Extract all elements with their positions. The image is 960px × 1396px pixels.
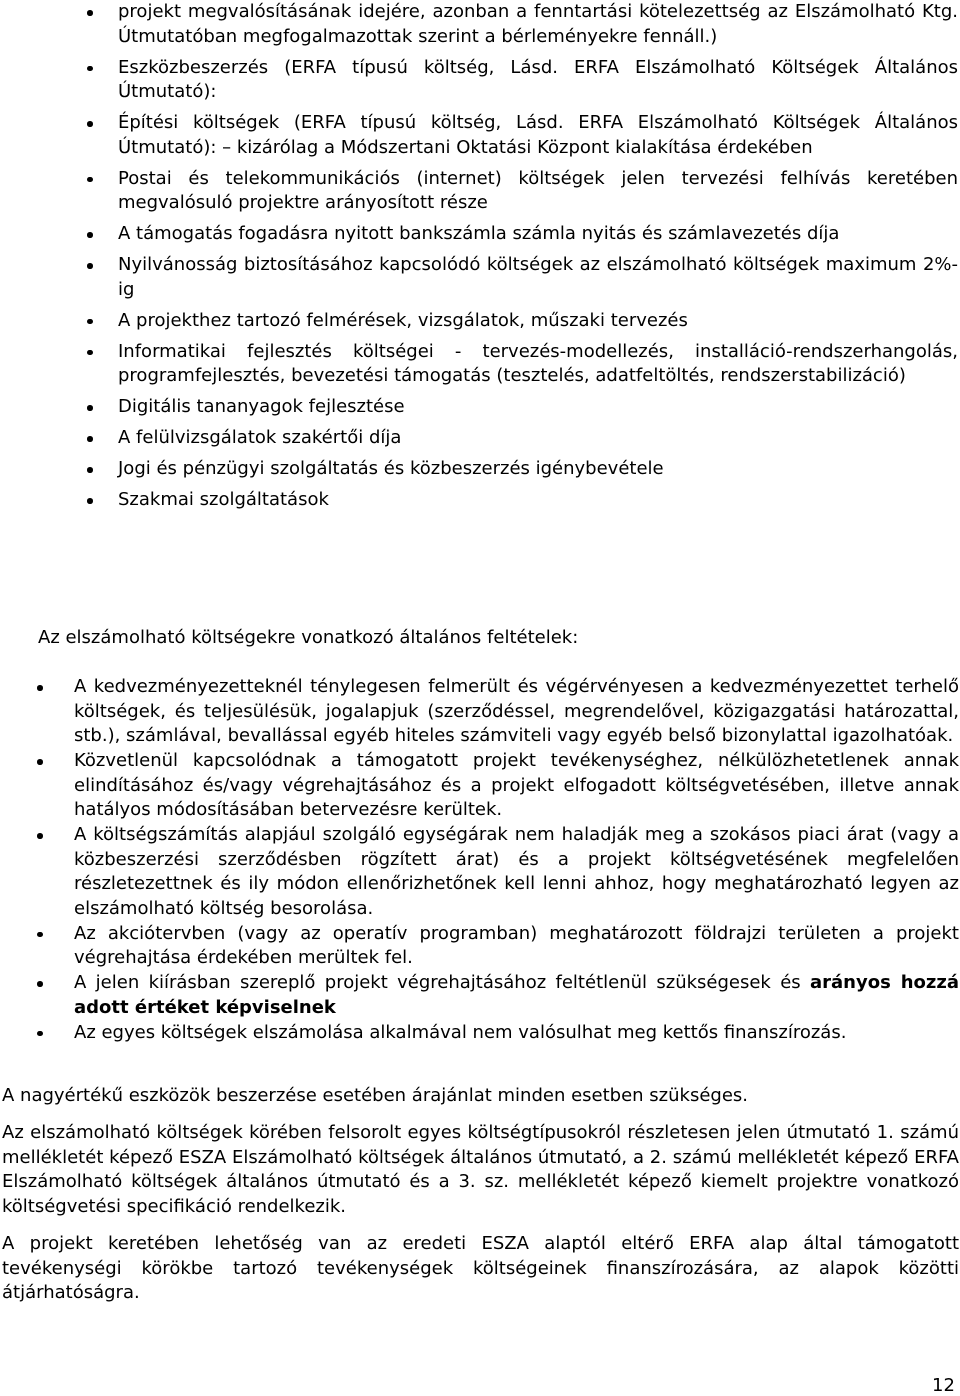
list-item: Eszközbeszerzés (ERFA típusú költség, Lásd. ERFA Elszámolható Költségek Általános Útmutató): [118, 56, 958, 105]
list-item: Informatikai fejlesztés költségei - tervezés-modellezés, installáció-rendszerhangolás, programfejlesztés, bevezetési támogatás (tesztelés, adatfeltöltés, rendszerstabilizáció) [118, 340, 958, 389]
paragraph-quotes: A nagyértékű eszközök beszerzése esetében árajánlat minden esetben szükséges. [2, 1085, 749, 1106]
list-item: Nyilvánosság biztosításához kapcsolódó költségek az elszámolható költségek maximum 2%-ig [118, 253, 958, 302]
list-item-text: Közvetlenül kapcsolódnak a támogatott projekt tevékenységhez, nélkülözhetetlenek annak elindításához és/vagy végrehajtásához és a projekt elfogadott költségvetésében, illetve annak hatályos módosításában betervezésre kerültek. [74, 750, 959, 820]
list-item-text: Az akciótervben (vagy az operatív programban) meghatározott földrajzi területen a projekt végrehajtása érdekében merültek fel. [74, 922, 959, 968]
list-item: A projekthez tartozó felmérések, vizsgálatok, műszaki tervezés [118, 309, 958, 334]
list-item [74, 922, 959, 971]
list-item-bold: arányos hozzá adott értéket képviselnek [74, 972, 959, 1018]
paragraph-annexes: Az elszámolható költségek körében felsorolt egyes költségtípusokról részletesen jelen útmutató 1. számú mellékletét képező ESZA Elszámolható költségek általános útmutató, a 2. számú mellékletét képező ERFA Elszámolható költségek általános útmutató és a 3. sz. mellékletét képező kiemelt projektre vonatkozó költségvetési specifikáció rendelkezik. [2, 1122, 959, 1217]
list-item [74, 823, 959, 921]
list-item: Jogi és pénzügyi szolgáltatás és közbeszerzés igénybevétele [118, 457, 958, 482]
list-item [74, 1021, 959, 1046]
section-heading: Az elszámolható költségekre vonatkozó általános feltételek: [38, 627, 579, 648]
paragraph-cross-financing: A projekt keretében lehetőség van az eredeti ESZA alaptól eltérő ERFA alap által támogatott tevékenységi körökbe tartozó tevékenységek költségeinek finanszírozására, az alapok közötti átjárhatóságra. [2, 1233, 959, 1303]
list-item: Postai és telekommunikációs (internet) költségek jelen tervezési felhívás keretében megvalósuló projektre arányosított része [118, 167, 958, 216]
list-item: Építési költségek (ERFA típusú költség, Lásd. ERFA Elszámolható Költségek Általános Útmutató): – kizárólag a Módszertani Oktatási Központ kialakítása érdekében [118, 111, 958, 160]
list-item: projekt megvalósításának idejére, azonban a fenntartási kötelezettség az Elszámolható Ktg. Útmutatóban megfogalmazottak szerint a bérleményekre fennáll.) [118, 0, 958, 49]
list-item-text: A költségszámítás alapjául szolgáló egységárak nem haladják meg a szokásos piaci árat (vagy a közbeszerzési szerződésben rögzített árat) és a projekt költségvetésének megfelelően részletezettnek és ily módon ellenőrizhetőnek kell lenni ahhoz, hogy meghatározható legyen az elszámolható költség besorolása. [74, 824, 959, 919]
general-conditions-list [74, 675, 959, 1046]
list-item [74, 971, 959, 1020]
eligible-cost-list [118, 0, 958, 519]
list-item-text: Az egyes költségek elszámolása alkalmával nem valósulhat meg kettős finanszírozás. [74, 1021, 847, 1043]
list-item: Digitális tananyagok fejlesztése [118, 395, 958, 420]
list-item: Szakmai szolgáltatások [118, 488, 958, 513]
list-item [74, 675, 959, 749]
list-item-text: A jelen kiírásban szereplő projekt végrehajtásához feltétlenül szükségesek és [74, 972, 811, 993]
page-number: 12 [932, 1375, 955, 1396]
list-item: A felülvizsgálatok szakértői díja [118, 426, 958, 451]
list-item-text: A kedvezményezetteknél ténylegesen felmerült és végérvényesen a kedvezményezettet terhelő költségek, és teljesülésük, jogalapjuk (szerződéssel, megrendelővel, közigazgatási határozattal, stb.), számlával, bevallással egyéb hiteles számviteli vagy egyéb belső bizonylattal igazolhatóak. [74, 676, 959, 746]
list-item: A támogatás fogadásra nyitott bankszámla számla nyitás és számlavezetés díja [118, 222, 958, 247]
list-item [74, 749, 959, 823]
